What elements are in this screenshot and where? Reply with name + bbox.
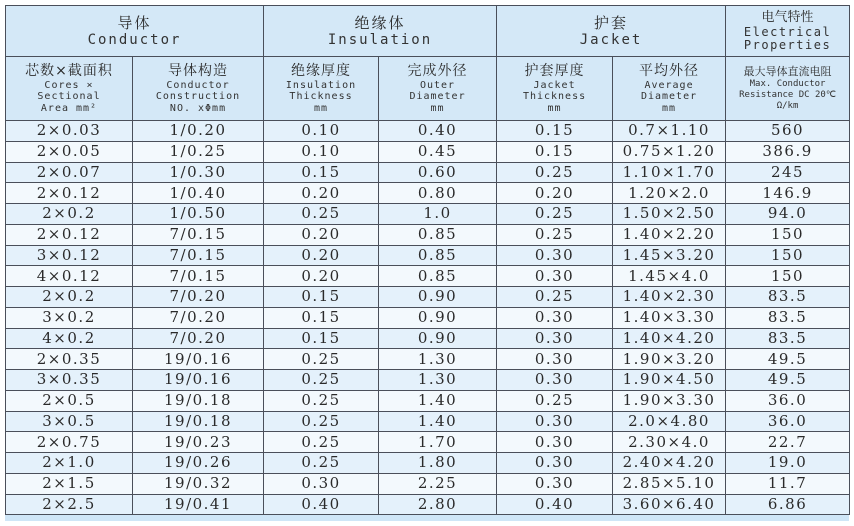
avg-diameter-cn: 平均外径	[639, 62, 700, 79]
jacket-cn: 护套	[594, 13, 629, 32]
electrical-en2: Properties	[743, 38, 832, 52]
resistance-cell: 6.86	[726, 494, 850, 515]
resistance-cell: 36.0	[726, 411, 850, 432]
construction-cell: 19/0.18	[133, 390, 264, 411]
insulation-thickness-cell: 0.10	[264, 121, 379, 142]
construction-cell: 19/0.16	[133, 349, 264, 370]
jacket-thickness-cell: 0.30	[497, 266, 613, 287]
average-diameter-cell: 1.40×2.30	[613, 287, 726, 308]
resistance-cell: 49.5	[726, 349, 850, 370]
cores-area-cell: 4×0.2	[6, 328, 133, 349]
ins-thickness-en2: Thickness	[289, 91, 353, 103]
table-row	[6, 245, 850, 266]
outer-diameter-cell: 1.0	[379, 204, 497, 225]
cores-area-cell: 3×0.12	[6, 245, 133, 266]
jacket-thickness-cn: 护套厚度	[524, 62, 585, 79]
cores-area-cell: 2×0.2	[6, 287, 133, 308]
col-header-jacket-thickness	[497, 57, 613, 121]
cores-area-cell: 2×0.05	[6, 141, 133, 162]
construction-cell: 7/0.20	[133, 287, 264, 308]
outer-diameter-cn: 完成外径	[407, 62, 468, 79]
outer-diameter-cell: 2.25	[379, 473, 497, 494]
resistance-cell: 83.5	[726, 307, 850, 328]
table-row	[6, 183, 850, 204]
conductor-group-header	[6, 6, 264, 57]
outer-diameter-cell: 0.90	[379, 287, 497, 308]
construction-cn: 导体构造	[168, 62, 228, 79]
outer-diameter-cell: 0.45	[379, 141, 497, 162]
cores-area-cell: 2×0.12	[6, 183, 133, 204]
table-row	[6, 121, 850, 142]
construction-cell: 1/0.25	[133, 141, 264, 162]
construction-cell: 19/0.23	[133, 432, 264, 453]
table-row	[6, 473, 850, 494]
jacket-en: Jacket	[579, 31, 643, 48]
resistance-en2: Resistance DC 20℃	[739, 90, 836, 100]
construction-cell: 1/0.30	[133, 162, 264, 183]
construction-cell: 19/0.41	[133, 494, 264, 515]
construction-en1: Conductor	[166, 79, 230, 91]
col-header-cores-area	[6, 57, 133, 121]
outer-diameter-cell: 0.60	[379, 162, 497, 183]
resistance-cell: 146.9	[726, 183, 850, 204]
cores-area-cell: 2×0.12	[6, 224, 133, 245]
jacket-thickness-cell: 0.25	[497, 287, 613, 308]
resistance-cell: 83.5	[726, 328, 850, 349]
outer-diameter-en1: Outer	[419, 79, 456, 91]
resistance-cell: 150	[726, 224, 850, 245]
insulation-thickness-cell: 0.20	[264, 245, 379, 266]
insulation-thickness-cell: 0.10	[264, 141, 379, 162]
cores-area-cell: 2×0.07	[6, 162, 133, 183]
jacket-thickness-cell: 0.25	[497, 162, 613, 183]
average-diameter-cell: 1.40×3.30	[613, 307, 726, 328]
col-header-average-diameter	[613, 57, 726, 121]
average-diameter-cell: 2.0×4.80	[613, 411, 726, 432]
average-diameter-cell: 3.60×6.40	[613, 494, 726, 515]
insulation-thickness-cell: 0.20	[264, 266, 379, 287]
electrical-en1: Electrical	[743, 25, 832, 39]
outer-diameter-en2: Diameter	[409, 91, 466, 103]
table-row	[6, 287, 850, 308]
ins-thickness-en3: mm	[313, 102, 329, 114]
construction-cell: 19/0.18	[133, 411, 264, 432]
col-header-resistance	[726, 57, 850, 121]
jacket-thickness-cell: 0.30	[497, 432, 613, 453]
cores-area-cell: 2×0.35	[6, 349, 133, 370]
jacket-thickness-cell: 0.25	[497, 204, 613, 225]
col-header-insulation-thickness	[264, 57, 379, 121]
resistance-cell: 36.0	[726, 390, 850, 411]
jacket-thickness-cell: 0.25	[497, 390, 613, 411]
table-row	[6, 307, 850, 328]
resistance-cell: 11.7	[726, 473, 850, 494]
resistance-cell: 150	[726, 266, 850, 287]
average-diameter-cell: 1.90×3.20	[613, 349, 726, 370]
cores-area-cell: 2×2.5	[6, 494, 133, 515]
resistance-cell: 83.5	[726, 287, 850, 308]
average-diameter-cell: 2.40×4.20	[613, 453, 726, 474]
outer-diameter-cell: 1.30	[379, 349, 497, 370]
average-diameter-cell: 1.40×2.20	[613, 224, 726, 245]
spec-table-frame	[5, 5, 849, 521]
resistance-cell: 22.7	[726, 432, 850, 453]
insulation-thickness-cell: 0.15	[264, 162, 379, 183]
average-diameter-cell: 2.30×4.0	[613, 432, 726, 453]
jacket-thickness-cell: 0.30	[497, 411, 613, 432]
average-diameter-cell: 1.40×4.20	[613, 328, 726, 349]
jacket-thickness-cell: 0.30	[497, 453, 613, 474]
construction-cell: 1/0.40	[133, 183, 264, 204]
ins-thickness-cn: 绝缘厚度	[291, 62, 352, 79]
resistance-cell: 560	[726, 121, 850, 142]
cores-area-cell: 3×0.2	[6, 307, 133, 328]
average-diameter-cell: 1.10×1.70	[613, 162, 726, 183]
construction-cell: 1/0.20	[133, 121, 264, 142]
construction-en2: Construction	[155, 91, 241, 103]
cores-area-cell: 2×0.03	[6, 121, 133, 142]
jacket-thickness-cell: 0.40	[497, 494, 613, 515]
cable-spec-table	[5, 5, 850, 515]
table-row	[6, 494, 850, 515]
jacket-group-header	[497, 6, 726, 57]
ins-thickness-en1: Insulation	[285, 79, 357, 91]
insulation-group-header	[264, 6, 497, 57]
average-diameter-cell: 0.7×1.10	[613, 121, 726, 142]
table-row	[6, 370, 850, 391]
average-diameter-cell: 1.45×4.0	[613, 266, 726, 287]
average-diameter-cell: 1.90×3.30	[613, 390, 726, 411]
resistance-en3: Ω/km	[776, 101, 799, 111]
construction-cell: 7/0.20	[133, 328, 264, 349]
outer-diameter-cell: 0.85	[379, 245, 497, 266]
outer-diameter-cell: 1.70	[379, 432, 497, 453]
cores-area-cell: 2×1.0	[6, 453, 133, 474]
average-diameter-cell: 0.75×1.20	[613, 141, 726, 162]
construction-cell: 7/0.15	[133, 245, 264, 266]
header-group-row	[6, 6, 850, 57]
jacket-thickness-cell: 0.30	[497, 349, 613, 370]
jacket-thickness-cell: 0.15	[497, 141, 613, 162]
col-header-construction	[133, 57, 264, 121]
construction-cell: 19/0.16	[133, 370, 264, 391]
construction-cell: 19/0.32	[133, 473, 264, 494]
avg-diameter-en1: Average	[644, 79, 694, 91]
jacket-thickness-cell: 0.20	[497, 183, 613, 204]
header-column-row	[6, 57, 850, 121]
resistance-cn: 最大导体直流电阻	[743, 65, 832, 78]
table-row	[6, 162, 850, 183]
insulation-thickness-cell: 0.25	[264, 411, 379, 432]
insulation-thickness-cell: 0.15	[264, 328, 379, 349]
jacket-thickness-cell: 0.30	[497, 307, 613, 328]
col-header-outer-diameter	[379, 57, 497, 121]
outer-diameter-cell: 0.85	[379, 224, 497, 245]
insulation-thickness-cell: 0.40	[264, 494, 379, 515]
construction-cell: 7/0.15	[133, 266, 264, 287]
cores-area-en2: Sectional	[37, 91, 101, 103]
electrical-cn: 电气特性	[761, 10, 814, 25]
cores-area-cell: 3×0.35	[6, 370, 133, 391]
outer-diameter-cell: 1.80	[379, 453, 497, 474]
table-row	[6, 432, 850, 453]
insulation-thickness-cell: 0.25	[264, 453, 379, 474]
insulation-thickness-cell: 0.30	[264, 473, 379, 494]
insulation-en: Insulation	[327, 31, 433, 48]
insulation-thickness-cell: 0.25	[264, 390, 379, 411]
table-row	[6, 141, 850, 162]
outer-diameter-cell: 1.40	[379, 411, 497, 432]
average-diameter-cell: 2.85×5.10	[613, 473, 726, 494]
outer-diameter-cell: 0.80	[379, 183, 497, 204]
resistance-cell: 150	[726, 245, 850, 266]
table-row	[6, 204, 850, 225]
jacket-thickness-cell: 0.30	[497, 245, 613, 266]
cores-area-cell: 3×0.5	[6, 411, 133, 432]
jacket-thickness-en1: Jacket	[533, 79, 576, 91]
cores-area-en3: Area mm²	[40, 102, 98, 114]
outer-diameter-cell: 0.90	[379, 328, 497, 349]
cores-area-cell: 2×0.2	[6, 204, 133, 225]
table-row	[6, 349, 850, 370]
resistance-cell: 19.0	[726, 453, 850, 474]
jacket-thickness-en3: mm	[547, 102, 562, 114]
insulation-thickness-cell: 0.25	[264, 432, 379, 453]
conductor-en: Conductor	[87, 31, 182, 48]
avg-diameter-en3: mm	[662, 102, 677, 114]
outer-diameter-cell: 2.80	[379, 494, 497, 515]
construction-cell: 7/0.15	[133, 224, 264, 245]
outer-diameter-cell: 1.30	[379, 370, 497, 391]
cores-area-cn: 芯数×截面积	[25, 62, 113, 79]
insulation-thickness-cell: 0.20	[264, 183, 379, 204]
construction-cell: 19/0.26	[133, 453, 264, 474]
jacket-thickness-cell: 0.25	[497, 224, 613, 245]
insulation-thickness-cell: 0.25	[264, 370, 379, 391]
insulation-thickness-cell: 0.15	[264, 287, 379, 308]
cores-area-cell: 2×1.5	[6, 473, 133, 494]
table-row	[6, 266, 850, 287]
outer-diameter-cell: 0.90	[379, 307, 497, 328]
cores-area-cell: 4×0.12	[6, 266, 133, 287]
conductor-cn: 导体	[117, 13, 152, 32]
cores-area-en1: Cores ×	[44, 79, 94, 91]
cores-area-cell: 2×0.75	[6, 432, 133, 453]
jacket-thickness-cell: 0.30	[497, 328, 613, 349]
resistance-cell: 245	[726, 162, 850, 183]
insulation-thickness-cell: 0.25	[264, 204, 379, 225]
resistance-cell: 386.9	[726, 141, 850, 162]
outer-diameter-cell: 0.85	[379, 266, 497, 287]
resistance-en1: Max. Conductor	[749, 79, 826, 89]
construction-cell: 1/0.50	[133, 204, 264, 225]
avg-diameter-en2: Diameter	[640, 91, 698, 103]
average-diameter-cell: 1.90×4.50	[613, 370, 726, 391]
table-row	[6, 390, 850, 411]
insulation-thickness-cell: 0.25	[264, 349, 379, 370]
insulation-thickness-cell: 0.15	[264, 307, 379, 328]
jacket-thickness-cell: 0.30	[497, 370, 613, 391]
spec-table-body	[6, 121, 850, 515]
jacket-thickness-cell: 0.30	[497, 473, 613, 494]
insulation-cn: 绝缘体	[354, 13, 406, 32]
average-diameter-cell: 1.45×3.20	[613, 245, 726, 266]
average-diameter-cell: 1.20×2.0	[613, 183, 726, 204]
cores-area-cell: 2×0.5	[6, 390, 133, 411]
jacket-thickness-cell: 0.15	[497, 121, 613, 142]
average-diameter-cell: 1.50×2.50	[613, 204, 726, 225]
table-row	[6, 411, 850, 432]
resistance-cell: 49.5	[726, 370, 850, 391]
construction-cell: 7/0.20	[133, 307, 264, 328]
table-row	[6, 224, 850, 245]
table-row	[6, 328, 850, 349]
table-row	[6, 453, 850, 474]
outer-diameter-cell: 1.40	[379, 390, 497, 411]
outer-diameter-en3: mm	[430, 102, 445, 114]
electrical-group-header	[726, 6, 850, 57]
outer-diameter-cell: 0.40	[379, 121, 497, 142]
jacket-thickness-en2: Thickness	[522, 91, 587, 103]
insulation-thickness-cell: 0.20	[264, 224, 379, 245]
construction-en3: NO. xΦmm	[169, 102, 227, 114]
resistance-cell: 94.0	[726, 204, 850, 225]
